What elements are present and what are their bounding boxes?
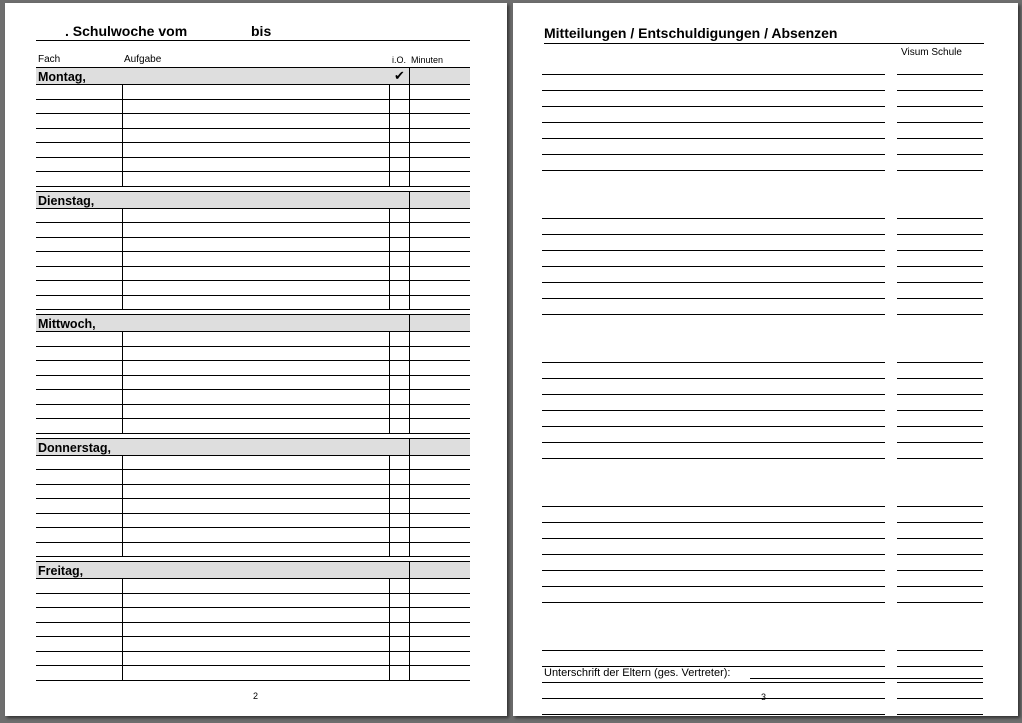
table-row[interactable] [36, 114, 470, 129]
table-row[interactable] [36, 361, 470, 376]
column-divider [122, 579, 123, 594]
column-divider [389, 296, 390, 311]
column-divider [122, 252, 123, 267]
column-divider [122, 456, 123, 471]
visum-line[interactable] [897, 554, 983, 555]
column-divider [409, 652, 410, 667]
column-divider [409, 114, 410, 129]
column-divider [409, 666, 410, 681]
column-divider [409, 158, 410, 173]
column-divider [389, 405, 390, 420]
column-divider [122, 499, 123, 514]
visum-line[interactable] [897, 154, 983, 155]
column-divider [409, 252, 410, 267]
note-line[interactable] [542, 314, 885, 315]
note-line[interactable] [542, 154, 885, 155]
column-divider [122, 209, 123, 224]
column-divider [122, 637, 123, 652]
visum-line[interactable] [897, 170, 983, 171]
column-divider [122, 405, 123, 420]
column-divider [409, 172, 410, 187]
table-row[interactable] [36, 267, 470, 282]
column-divider [409, 361, 410, 376]
column-header-minutes: Minuten [411, 55, 444, 65]
column-divider [409, 623, 410, 638]
column-divider [122, 485, 123, 500]
column-divider [122, 158, 123, 173]
table-row[interactable] [36, 143, 470, 158]
column-divider [389, 456, 390, 471]
note-line[interactable] [542, 170, 885, 171]
visum-line[interactable] [897, 74, 983, 75]
column-divider [389, 129, 390, 144]
column-divider [389, 666, 390, 681]
column-divider [122, 361, 123, 376]
day-header [36, 67, 470, 85]
right-page [513, 3, 1018, 716]
column-divider [409, 315, 410, 332]
visum-label: Visum Schule [901, 47, 962, 58]
column-divider [122, 267, 123, 282]
day-name: Donnerstag, [38, 440, 111, 455]
table-row[interactable] [36, 405, 470, 420]
table-row[interactable] [36, 470, 470, 485]
table-row[interactable] [36, 594, 470, 609]
table-row[interactable] [36, 172, 470, 187]
note-line[interactable] [542, 602, 885, 603]
column-divider [389, 594, 390, 609]
column-divider [389, 223, 390, 238]
visum-line[interactable] [897, 410, 983, 411]
note-line[interactable] [542, 442, 885, 443]
table-row[interactable] [36, 129, 470, 144]
column-divider [122, 514, 123, 529]
visum-line[interactable] [897, 682, 983, 683]
column-divider [389, 652, 390, 667]
signature-label: Unterschrift der Eltern (ges. Vertreter): [544, 667, 731, 679]
visum-line[interactable] [897, 602, 983, 603]
column-divider [409, 579, 410, 594]
table-row[interactable] [36, 637, 470, 652]
table-row[interactable] [36, 296, 470, 311]
note-line[interactable] [542, 506, 885, 507]
visum-line[interactable] [897, 570, 983, 571]
column-divider [389, 390, 390, 405]
day-section [36, 561, 470, 681]
column-divider [122, 608, 123, 623]
day-name: Dienstag, [38, 193, 95, 208]
table-row[interactable] [36, 347, 470, 362]
visum-line[interactable] [897, 394, 983, 395]
column-divider [409, 470, 410, 485]
visum-line[interactable] [897, 234, 983, 235]
column-divider [389, 85, 390, 100]
notes-title: Mitteilungen / Entschuldigungen / Absenzen [544, 25, 838, 41]
column-divider [389, 608, 390, 623]
note-line[interactable] [542, 458, 885, 459]
table-row[interactable] [36, 528, 470, 543]
column-divider [409, 192, 410, 209]
day-header [36, 561, 470, 579]
column-divider [409, 456, 410, 471]
column-header-subject: Fach [38, 54, 61, 65]
column-divider [409, 85, 410, 100]
column-divider [122, 528, 123, 543]
column-divider [122, 623, 123, 638]
table-row[interactable] [36, 390, 470, 405]
note-line[interactable] [542, 394, 885, 395]
column-divider [122, 100, 123, 115]
table-row[interactable] [36, 514, 470, 529]
signature-line[interactable] [750, 678, 983, 679]
column-divider [122, 332, 123, 347]
column-divider [389, 623, 390, 638]
column-divider [409, 608, 410, 623]
column-divider [389, 637, 390, 652]
table-row[interactable] [36, 85, 470, 100]
table-row[interactable] [36, 579, 470, 594]
column-divider [122, 470, 123, 485]
table-row[interactable] [36, 281, 470, 296]
note-line[interactable] [542, 266, 885, 267]
column-divider [409, 281, 410, 296]
column-divider [389, 514, 390, 529]
column-divider [409, 405, 410, 420]
column-divider [122, 376, 123, 391]
table-row[interactable] [36, 332, 470, 347]
visum-line[interactable] [897, 106, 983, 107]
day-section [36, 438, 470, 558]
column-divider [409, 376, 410, 391]
visum-line[interactable] [897, 442, 983, 443]
visum-line[interactable] [897, 586, 983, 587]
note-line[interactable] [542, 538, 885, 539]
column-divider [389, 252, 390, 267]
day-header [36, 314, 470, 332]
column-divider [122, 223, 123, 238]
column-divider [409, 528, 410, 543]
column-divider [389, 376, 390, 391]
visum-line[interactable] [897, 298, 983, 299]
column-divider [409, 100, 410, 115]
visum-line[interactable] [897, 378, 983, 379]
column-divider [389, 361, 390, 376]
visum-line[interactable] [897, 426, 983, 427]
table-row[interactable] [36, 158, 470, 173]
column-divider [122, 85, 123, 100]
table-row[interactable] [36, 252, 470, 267]
table-row[interactable] [36, 543, 470, 558]
note-line[interactable] [542, 362, 885, 363]
column-divider [389, 419, 390, 434]
column-divider [389, 543, 390, 558]
visum-line[interactable] [897, 714, 983, 715]
table-row[interactable] [36, 376, 470, 391]
column-divider [409, 485, 410, 500]
note-line[interactable] [542, 714, 885, 715]
day-header [36, 191, 470, 209]
column-divider [122, 143, 123, 158]
visum-line[interactable] [897, 522, 983, 523]
column-divider [389, 485, 390, 500]
column-divider [389, 332, 390, 347]
visum-line[interactable] [897, 266, 983, 267]
table-row[interactable] [36, 456, 470, 471]
column-divider [122, 594, 123, 609]
column-divider [409, 143, 410, 158]
visum-line[interactable] [897, 458, 983, 459]
column-divider [409, 594, 410, 609]
week-title-to: bis [251, 23, 272, 39]
column-divider [122, 129, 123, 144]
column-divider [409, 439, 410, 456]
note-line[interactable] [542, 106, 885, 107]
week-title-prefix: . Schulwoche vom [65, 23, 188, 39]
column-header-done: i.O. [392, 55, 407, 65]
day-section [36, 67, 470, 187]
page-number-left: 2 [253, 691, 259, 701]
column-divider [409, 543, 410, 558]
column-divider [409, 267, 410, 282]
note-line[interactable] [542, 522, 885, 523]
note-line[interactable] [542, 570, 885, 571]
column-divider [122, 419, 123, 434]
week-title [65, 23, 272, 39]
visum-line[interactable] [897, 650, 983, 651]
column-divider [122, 390, 123, 405]
table-row[interactable] [36, 608, 470, 623]
table-row[interactable] [36, 666, 470, 681]
table-row[interactable] [36, 499, 470, 514]
note-line[interactable] [542, 90, 885, 91]
table-row[interactable] [36, 238, 470, 253]
column-divider [122, 296, 123, 311]
column-divider [389, 267, 390, 282]
column-divider [389, 158, 390, 173]
notes-title-rule [544, 43, 984, 44]
column-divider [409, 68, 410, 85]
visum-line[interactable] [897, 282, 983, 283]
day-header [36, 438, 470, 456]
column-divider [122, 114, 123, 129]
column-divider [409, 419, 410, 434]
note-line[interactable] [542, 586, 885, 587]
column-divider [389, 281, 390, 296]
column-divider [409, 514, 410, 529]
column-divider [389, 209, 390, 224]
note-line[interactable] [542, 378, 885, 379]
day-name: Mittwoch, [38, 317, 96, 331]
note-line[interactable] [542, 650, 885, 651]
column-divider [389, 238, 390, 253]
column-header-task: Aufgabe [124, 54, 162, 65]
column-divider [389, 114, 390, 129]
table-row[interactable] [36, 623, 470, 638]
visum-line[interactable] [897, 218, 983, 219]
note-line[interactable] [542, 138, 885, 139]
checkmark-icon: ✔ [394, 68, 405, 83]
note-line[interactable] [542, 298, 885, 299]
note-line[interactable] [542, 554, 885, 555]
column-divider [389, 347, 390, 362]
column-divider [389, 579, 390, 594]
visum-line[interactable] [897, 90, 983, 91]
column-divider [409, 223, 410, 238]
column-divider [409, 129, 410, 144]
note-line[interactable] [542, 74, 885, 75]
homework-table [36, 67, 470, 681]
note-line[interactable] [542, 682, 885, 683]
day-section [36, 314, 470, 434]
column-divider [409, 332, 410, 347]
left-page [5, 3, 507, 716]
note-line[interactable] [542, 698, 885, 699]
table-row[interactable] [36, 100, 470, 115]
column-divider [389, 100, 390, 115]
note-line[interactable] [542, 666, 885, 667]
table-row[interactable] [36, 485, 470, 500]
column-divider [409, 347, 410, 362]
column-divider [122, 543, 123, 558]
note-line[interactable] [542, 426, 885, 427]
column-divider [122, 666, 123, 681]
column-divider [389, 499, 390, 514]
visum-line[interactable] [897, 250, 983, 251]
note-line[interactable] [542, 234, 885, 235]
day-section [36, 191, 470, 311]
column-divider [122, 347, 123, 362]
column-divider [409, 209, 410, 224]
column-divider [409, 390, 410, 405]
column-divider [122, 652, 123, 667]
column-divider [389, 172, 390, 187]
column-divider [122, 172, 123, 187]
column-divider [122, 238, 123, 253]
column-divider [409, 637, 410, 652]
column-divider [409, 238, 410, 253]
day-name: Montag, [38, 70, 86, 84]
column-divider [409, 499, 410, 514]
day-name: Freitag, [38, 564, 84, 578]
visum-line[interactable] [897, 506, 983, 507]
visum-line[interactable] [897, 362, 983, 363]
visum-line[interactable] [897, 314, 983, 315]
page-number-right: 3 [761, 692, 767, 702]
column-divider [409, 296, 410, 311]
table-row[interactable] [36, 652, 470, 667]
visum-line[interactable] [897, 538, 983, 539]
table-row[interactable] [36, 209, 470, 224]
column-divider [389, 528, 390, 543]
note-line[interactable] [542, 218, 885, 219]
column-divider [122, 281, 123, 296]
note-line[interactable] [542, 250, 885, 251]
table-row[interactable] [36, 223, 470, 238]
note-line[interactable] [542, 122, 885, 123]
note-line[interactable] [542, 282, 885, 283]
column-divider [389, 470, 390, 485]
visum-line[interactable] [897, 138, 983, 139]
visum-line[interactable] [897, 698, 983, 699]
table-row[interactable] [36, 419, 470, 434]
visum-line[interactable] [897, 666, 983, 667]
title-rule [36, 40, 470, 41]
note-line[interactable] [542, 410, 885, 411]
column-divider [409, 562, 410, 579]
visum-line[interactable] [897, 122, 983, 123]
column-divider [389, 143, 390, 158]
